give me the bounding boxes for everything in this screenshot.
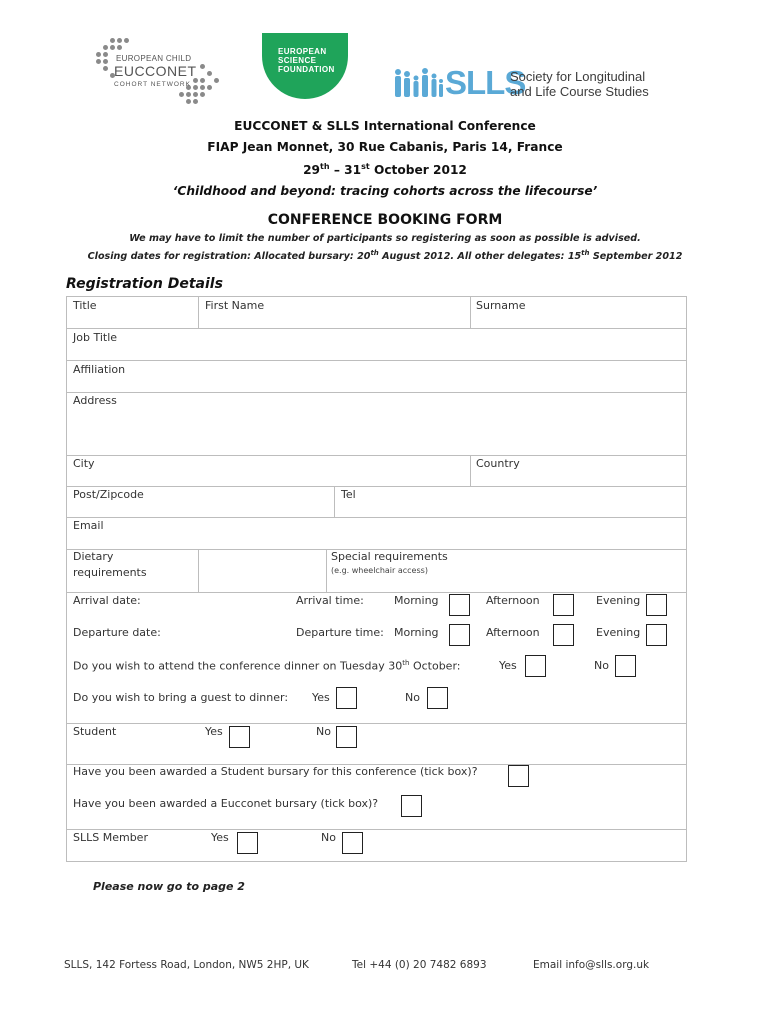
row-divider <box>67 723 686 724</box>
student-label: Student <box>73 725 117 738</box>
esf-logo <box>262 33 348 99</box>
departure-evening-checkbox[interactable] <box>646 624 667 646</box>
row-divider <box>67 392 686 393</box>
conference-dates: 29th – 31st October 2012 <box>303 162 467 178</box>
footer-tel: Tel +44 (0) 20 7482 6893 <box>352 959 487 971</box>
tel-label: Tel <box>341 488 356 501</box>
esf-logo-line2: SCIENCE <box>278 56 317 65</box>
student-yes-label: Yes <box>205 725 223 738</box>
country-label: Country <box>476 457 520 470</box>
first-name-label: First Name <box>205 299 265 312</box>
guest-no-label: No <box>405 691 420 704</box>
registration-form <box>66 296 687 862</box>
student-bursary-question: Have you been awarded a Student bursary for this conference (tick box)? <box>73 765 478 778</box>
row-divider <box>67 592 686 593</box>
row-divider <box>67 455 686 456</box>
cell-divider <box>198 297 199 328</box>
section-title: Registration Details <box>66 276 223 292</box>
slls-member-yes-checkbox[interactable] <box>237 832 258 854</box>
departure-time-label: Departure time: <box>296 626 384 639</box>
dinner-no-checkbox[interactable] <box>615 655 636 677</box>
slls-member-label: SLLS Member <box>73 831 148 844</box>
conference-theme: ‘Childhood and beyond: tracing cohorts across the lifecourse’ <box>172 183 598 198</box>
slls-member-no-checkbox[interactable] <box>342 832 363 854</box>
departure-morning-label: Morning <box>394 626 439 639</box>
guest-yes-label: Yes <box>312 691 330 704</box>
cell-divider <box>198 549 199 592</box>
slls-member-no-label: No <box>321 831 336 844</box>
eucconet-logo-name: EUCCONET <box>114 63 197 79</box>
departure-afternoon-label: Afternoon <box>486 626 540 639</box>
departure-evening-label: Evening <box>596 626 641 639</box>
city-label: City <box>73 457 95 470</box>
slls-logo-line2: and Life Course Studies <box>510 84 649 99</box>
form-title: CONFERENCE BOOKING FORM <box>267 212 503 228</box>
registration-notes <box>0 232 770 264</box>
departure-date-label: Departure date: <box>73 626 161 639</box>
surname-label: Surname <box>476 299 526 312</box>
conference-title: EUCCONET & SLLS International Conference <box>234 119 536 133</box>
cell-divider <box>470 297 471 328</box>
slls-logo-abbr: SLLS <box>445 64 526 101</box>
arrival-afternoon-checkbox[interactable] <box>553 594 574 616</box>
address-label: Address <box>73 394 117 407</box>
job-title-label: Job Title <box>73 331 118 344</box>
next-page-note: Please now go to page 2 <box>93 880 245 893</box>
footer-email: Email info@slls.org.uk <box>533 959 650 971</box>
departure-morning-checkbox[interactable] <box>449 624 470 646</box>
conference-heading <box>0 116 770 201</box>
row-divider <box>67 829 686 830</box>
dietary-label-line2: requirements <box>73 566 147 579</box>
esf-logo-line1: EUROPEAN <box>278 47 327 56</box>
eucconet-bursary-checkbox[interactable] <box>401 795 422 817</box>
arrival-afternoon-label: Afternoon <box>486 594 540 607</box>
student-bursary-checkbox[interactable] <box>508 765 529 787</box>
special-requirements-hint: (e.g. wheelchair access) <box>331 566 428 575</box>
notes-line1: We may have to limit the number of participants so registering as soon as possible is advised. <box>129 233 641 244</box>
slls-logo-line1: Society for Longitudinal <box>510 69 646 84</box>
slls-member-yes-label: Yes <box>211 831 229 844</box>
affiliation-label: Affiliation <box>73 363 126 376</box>
row-divider <box>67 486 686 487</box>
dinner-question: Do you wish to attend the conference dinner on Tuesday 30th October: <box>73 659 461 673</box>
postcode-label: Post/Zipcode <box>73 488 144 501</box>
conference-venue: FIAP Jean Monnet, 30 Rue Cabanis, Paris 14, France <box>207 139 563 154</box>
guest-question: Do you wish to bring a guest to dinner: <box>73 691 289 704</box>
arrival-morning-checkbox[interactable] <box>449 594 470 616</box>
eucconet-bursary-question: Have you been awarded a Eucconet bursary (tick box)? <box>73 797 379 810</box>
guest-yes-checkbox[interactable] <box>336 687 357 709</box>
footer-address: SLLS, 142 Fortess Road, London, NW5 2HP, UK <box>64 959 309 971</box>
row-divider <box>67 517 686 518</box>
student-no-checkbox[interactable] <box>336 726 357 748</box>
student-no-label: No <box>316 725 331 738</box>
row-divider <box>67 360 686 361</box>
special-requirements-label: Special requirements <box>331 550 448 563</box>
notes-line2: Closing dates for registration: Allocated bursary: 20th August 2012. All other delegates: 15th September 2012 <box>87 249 683 263</box>
guest-no-checkbox[interactable] <box>427 687 448 709</box>
eucconet-logo-line1: EUROPEAN CHILD <box>116 54 192 63</box>
esf-logo-line3: FOUNDATION <box>278 65 335 74</box>
arrival-evening-label: Evening <box>596 594 641 607</box>
arrival-morning-label: Morning <box>394 594 439 607</box>
cell-divider <box>470 455 471 486</box>
departure-afternoon-checkbox[interactable] <box>553 624 574 646</box>
cell-divider <box>326 549 327 592</box>
cell-divider <box>334 486 335 517</box>
row-divider <box>67 328 686 329</box>
dinner-yes-checkbox[interactable] <box>525 655 546 677</box>
people-silhouette-icon <box>393 68 445 98</box>
student-yes-checkbox[interactable] <box>229 726 250 748</box>
dinner-no-label: No <box>594 659 609 672</box>
arrival-evening-checkbox[interactable] <box>646 594 667 616</box>
slls-logo <box>393 66 668 102</box>
title-label: Title <box>73 299 97 312</box>
eucconet-logo-line3: COHORT NETWORK <box>114 81 191 88</box>
dietary-label-line1: Dietary <box>73 550 114 563</box>
dinner-yes-label: Yes <box>499 659 517 672</box>
arrival-date-label: Arrival date: <box>73 594 141 607</box>
eucconet-logo <box>90 36 225 102</box>
arrival-time-label: Arrival time: <box>296 594 364 607</box>
email-label: Email <box>73 519 104 532</box>
